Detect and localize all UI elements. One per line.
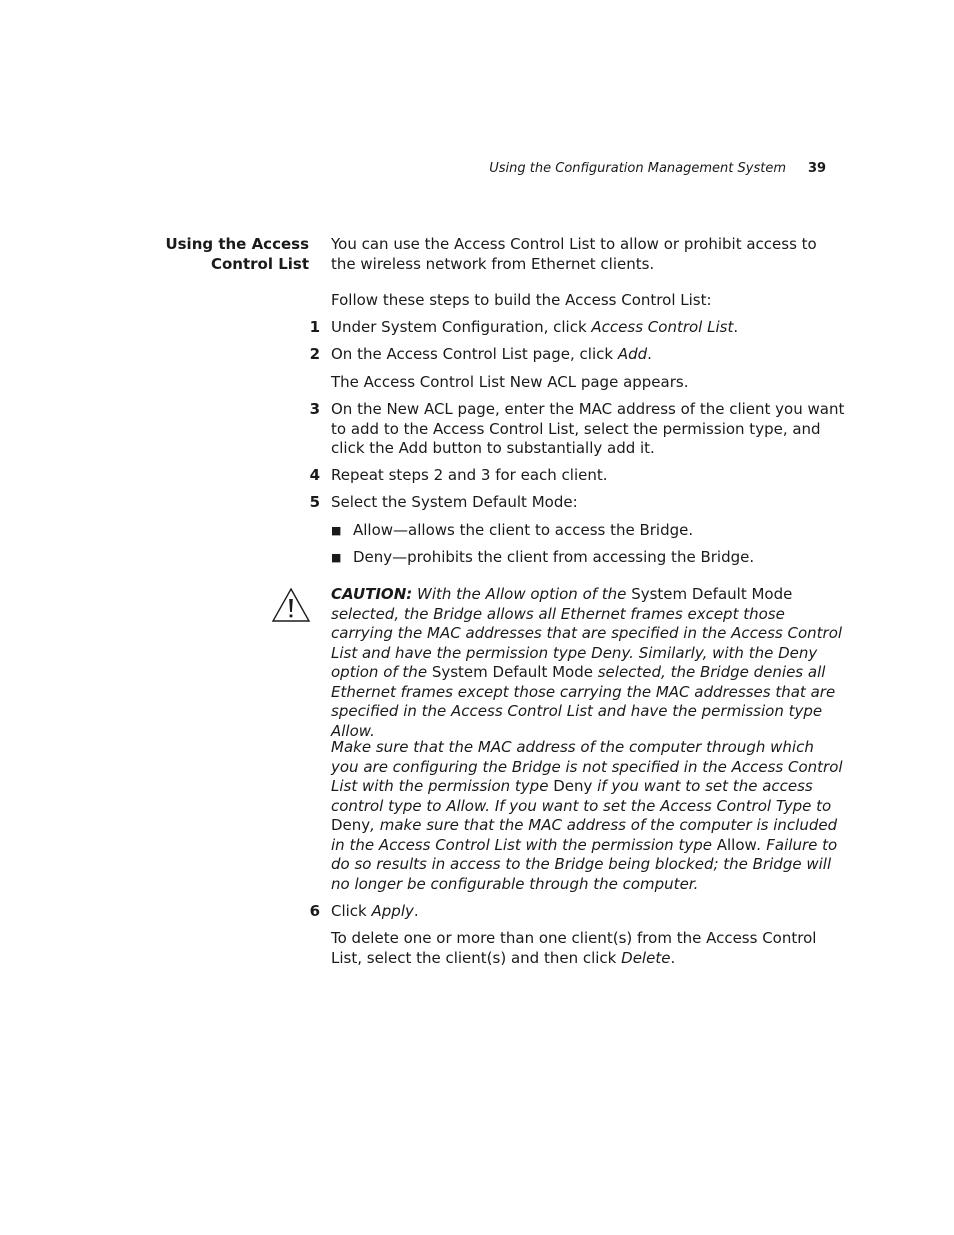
step-4-text: Repeat steps 2 and 3 for each client. (331, 466, 608, 484)
caution-paragraph-2: Make sure that the MAC address of the computer through which you are configuring the Bridge is not specified in the Access Control List with the permission type Deny if you want to set the access control type to Allow. If you want to set the Access Control Type to Deny, make sure that the MAC address of the computer is included in the Access Control List with the permission type Allow. Failure to do so results in access to the Bridge being blocked; the Bridge will no longer be configurable through the computer. (331, 738, 843, 893)
step-3-text: On the New ACL page, enter the MAC address of the client you want to add to the Access Control List, select the permission type, and click the Add button to substantially add it. (331, 400, 845, 457)
caution-label: CAUTION: (331, 585, 413, 603)
step-2-note: The Access Control List New ACL page appears. (331, 373, 689, 391)
running-header-title: Using the Configuration Management System (489, 161, 786, 176)
bullet-marker: ■ (331, 524, 342, 537)
step-6-text: Click Apply. (331, 902, 419, 920)
step-3-number: 3 (309, 400, 320, 418)
section-heading-line2: Control List (210, 254, 309, 273)
bullet-marker: ■ (331, 551, 342, 564)
step-5-number: 5 (309, 493, 320, 511)
follow-paragraph: Follow these steps to build the Access Control List: (331, 291, 712, 309)
section-heading (150, 235, 309, 274)
step-4-number: 4 (309, 466, 320, 484)
step-1-text: Under System Configuration, click Access Control List. (331, 318, 739, 336)
step-5-text: Select the System Default Mode: (331, 493, 578, 511)
step-2-number: 2 (309, 345, 320, 363)
step-6-number: 6 (309, 902, 320, 920)
intro-paragraph: You can use the Access Control List to allow or prohibit access to the wireless network from Ethernet clients. (331, 235, 817, 273)
delete-note: To delete one or more than one client(s) from the Access Control List, select the client(s) and then click Delete. (331, 929, 817, 967)
section-heading-line1: Using the Access (165, 235, 309, 253)
step-1-number: 1 (309, 318, 320, 336)
caution-icon (271, 587, 311, 623)
step-2-text: On the Access Control List page, click Add. (331, 345, 652, 363)
bullet-item-deny: Deny—prohibits the client from accessing the Bridge. (353, 548, 755, 566)
bullet-item-allow: Allow—allows the client to access the Bridge. (353, 521, 694, 539)
caution-paragraph-1: CAUTION: With the Allow option of the System Default Mode selected, the Bridge allows all Ethernet frames except those carrying the MAC addresses that are specified in the Access Control List and have the permission type Deny. Similarly, with the Deny option of the System Default Mode selected, the Bridge denies all Ethernet frames except those carrying the MAC addresses that are specified in the Access Control List and have the permission type Allow. (331, 585, 843, 740)
page-number: 39 (808, 161, 827, 176)
